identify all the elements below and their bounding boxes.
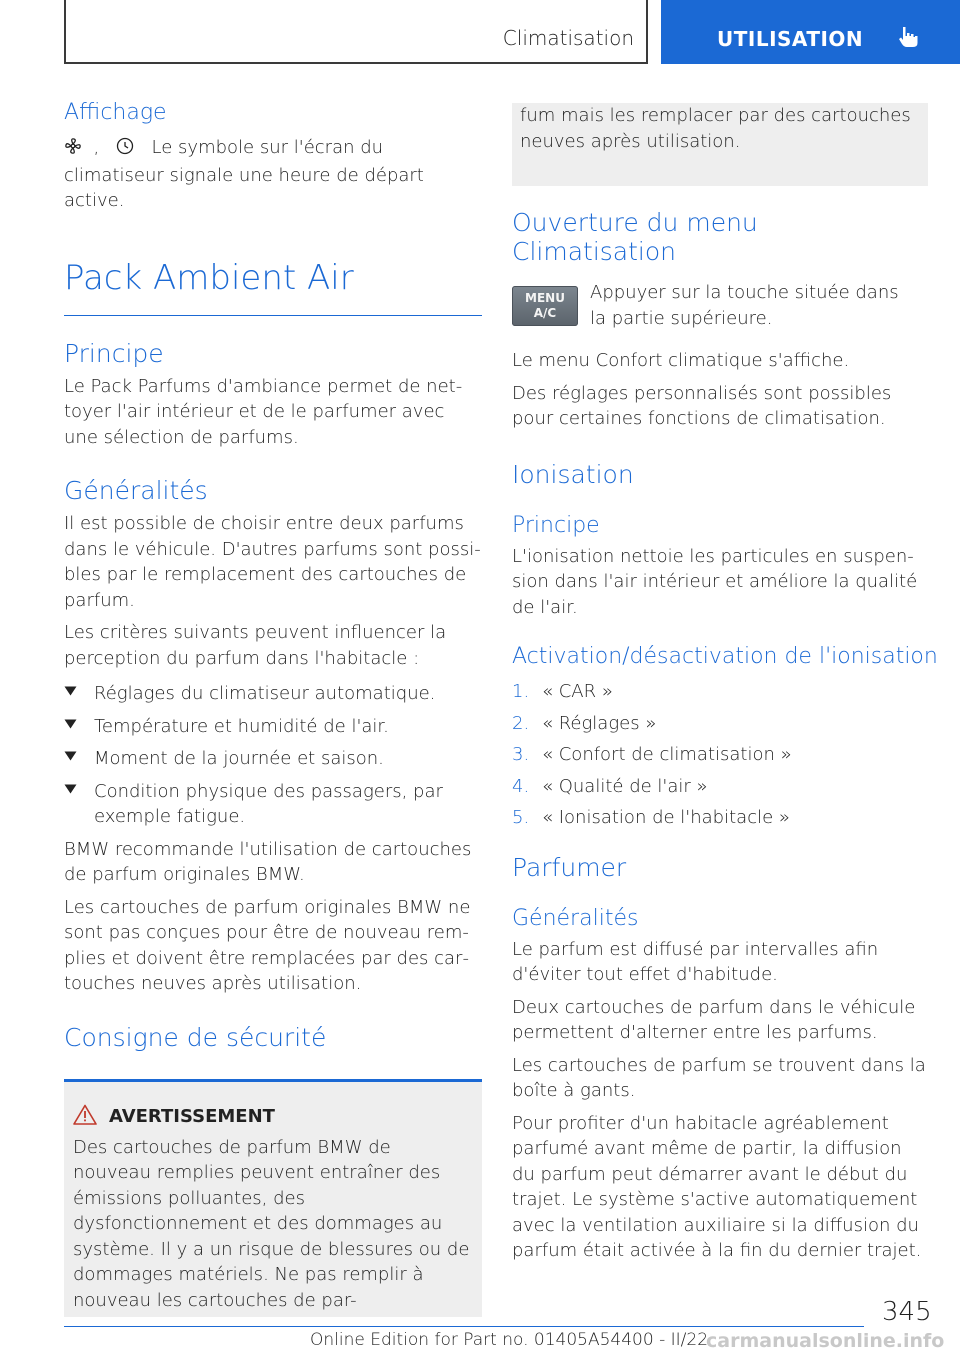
- activation-steps: [512, 679, 928, 831]
- clock-icon: [116, 137, 134, 163]
- menu-ac-key-icon: MENU A/C: [512, 286, 578, 326]
- principe-text: Le Pack Parfums d'ambiance permet de nettoyer l'air intérieur et de le parfumer avec une sélection de parfums.: [64, 375, 463, 448]
- bmw-cartridges-text: Les cartouches de parfum originales BMW ne sont pas conçues pour être de nouveau remplies et doivent être remplacées par des cartouches neuves après utilisation.: [64, 896, 471, 994]
- consigne-heading: Consigne de sécurité: [64, 1022, 327, 1052]
- triangle-bullet-icon: [65, 687, 77, 696]
- warning-label: AVERTISSEMENT: [109, 1105, 275, 1127]
- list-item: Température et humidité de l'air.: [64, 714, 482, 740]
- pack-ambient-air-heading: Pack Ambient Air: [64, 257, 354, 298]
- parfumer-text-2: Deux cartouches de parfum dans le véhicule permettent d'alterner entre les parfums.: [512, 996, 916, 1043]
- warning-header: [73, 1104, 472, 1129]
- warning-continuation: [512, 103, 928, 186]
- list-item: 4. « Qualité de l'air »: [512, 775, 708, 797]
- chapter-tab[interactable]: [661, 0, 960, 64]
- ionisation-heading: Ionisation: [512, 459, 634, 489]
- parfumer-heading: Parfumer: [512, 852, 627, 882]
- chapter-tab-label: UTILISATION: [717, 27, 864, 51]
- warning-box: [64, 1079, 482, 1318]
- principe-heading: Principe: [64, 338, 164, 368]
- triangle-bullet-icon: [65, 784, 77, 793]
- parfumer-text-1: Le parfum est diffusé par intervalles afin d'éviter tout effet d'habitude.: [512, 938, 879, 985]
- hand-pointer-icon: [897, 25, 919, 53]
- edition-text: Online Edition for Part no. 01405A54400 - II/22: [310, 1330, 709, 1350]
- warning-text: Des cartouches de parfum BMW de nouveau remplies peuvent entraîner des émissions polluantes, des dysfonctionnement et des dommages au système. Il y a un risque de blessures ou de dommages matériels. Ne pas remplir à nouveau les cartouches de par-: [73, 1136, 470, 1311]
- generalites-heading: Généralités: [64, 476, 208, 505]
- list-item: Moment de la journée et saison.: [64, 746, 482, 772]
- activation-heading: Activation/désactivation de l'ionisation: [512, 644, 938, 669]
- ouverture-text: Appuyer sur la touche située dans la partie supérieure.: [590, 282, 899, 329]
- left-column: [64, 100, 482, 1317]
- list-item: Condition physique des passagers, par exemple fatigue.: [64, 779, 482, 830]
- warning-continuation-text: fum mais les remplacer par des cartouches neuves après utilisation.: [520, 105, 911, 152]
- fan-icon: [64, 137, 82, 163]
- parfumer-generalites-heading: Généralités: [512, 905, 639, 931]
- parfumer-text-3: Les cartouches de parfum se trouvent dans la boîte à gants.: [512, 1054, 926, 1101]
- menu-text-2: Des réglages personnalisés sont possibles pour certaines fonctions de climatisation.: [512, 382, 892, 429]
- page-number: 345: [882, 1297, 932, 1327]
- ouverture-heading: Ouverture du menu Climatisation: [512, 208, 758, 266]
- list-item: 5. « Ionisation de l'habitacle »: [512, 807, 790, 828]
- menu-key-block: [512, 280, 928, 331]
- bmw-recommendation: BMW recommande l'utilisation de cartouches de parfum originales BMW.: [64, 838, 472, 885]
- triangle-bullet-icon: [65, 752, 77, 761]
- watermark: carmanualsonline.info: [706, 1330, 945, 1352]
- heading-rule: [64, 315, 482, 316]
- affichage-text: Le symbole sur l'écran du climatiseur signale une heure de départ active.: [64, 137, 424, 211]
- generalites-paragraph-1: Il est possible de choisir entre deux parfums dans le véhicule. D'autres parfums sont possibles par le remplacement des cartouches de parfum.: [64, 513, 481, 611]
- ionisation-principe-text: L'ionisation nettoie les particules en suspension dans l'air intérieur et améliore la qualité de l'air.: [512, 545, 918, 618]
- affichage-block: , Le symbole sur l'écran du climatiseur signale une heure de départ active.: [64, 137, 424, 211]
- list-item: 2. « Réglages »: [512, 712, 657, 734]
- list-item: Réglages du climatiseur automatique.: [64, 681, 482, 707]
- section-title: Climatisation: [502, 26, 634, 50]
- warning-triangle-icon: [73, 1104, 97, 1129]
- generalites-paragraph-2: Les critères suivants peuvent influencer la perception du parfum dans l'habitacle :: [64, 622, 447, 669]
- ionisation-principe-heading: Principe: [512, 512, 600, 538]
- criteria-list: [64, 681, 482, 830]
- triangle-bullet-icon: [65, 719, 77, 728]
- parfumer-text-4: Pour profiter d'un habitacle agréablement parfumé avant même de partir, la diffusion du parfum peut démarrer avant le début du trajet. Le système s'active automatiquement avec la ventilation auxiliaire si la diffusion du parfum était activée à la fin du dernier trajet.: [512, 1112, 922, 1261]
- list-item: 3. « Confort de climatisation »: [512, 744, 792, 765]
- right-column: [512, 103, 938, 1264]
- menu-text-1: Le menu Confort climatique s'affiche.: [512, 350, 850, 371]
- footer-rule: [64, 1326, 864, 1327]
- list-item: 1. « CAR »: [512, 681, 613, 702]
- affichage-heading: Affichage: [64, 100, 167, 125]
